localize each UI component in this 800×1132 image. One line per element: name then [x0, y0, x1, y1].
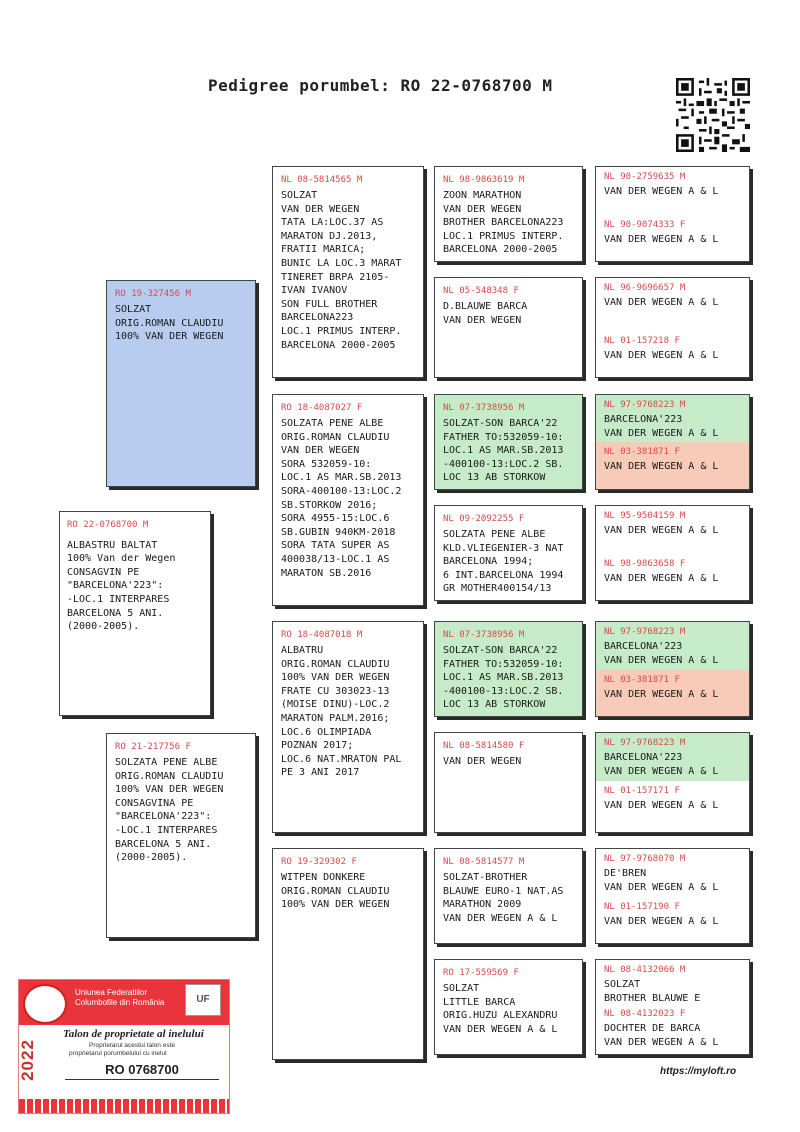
- gen3-description: SOLZAT-SON BARCA'22 FATHER TO:532059-10: LOC.1 AS MAR.SB.2013 -400100-13:LOC.2 SB. LOC 13 AB STORKOW: [443, 418, 564, 484]
- gen4-dam: [596, 1004, 749, 1055]
- gen3-card[interactable]: [434, 394, 583, 490]
- gen4-card[interactable]: [595, 394, 750, 490]
- stub-logo: UF: [185, 984, 221, 1016]
- gen4-dam: [596, 442, 749, 490]
- sire-ring: RO 19-327456 M: [115, 289, 191, 299]
- gen2-description: SOLZATA PENE ALBE ORIG.ROMAN CLAUDIU VAN DER WEGEN SORA 532059-10: LOC.1 AS MAR.SB.2013 SORA-400100-13:LOC.2 SB.STORKOW 2016; SORA 4955-15:LOC.6 SB.GUBIN 940KM-2018 SORA TATA SUPER AS 400038/13-LOC.1 AS MARATON SB.2016: [281, 418, 402, 579]
- gen3-description: SOLZAT LITTLE BARCA ORIG.HUZU ALEXANDRU VAN DER WEGEN A & L: [443, 983, 558, 1035]
- gen4-dam-description: VAN DER WEGEN A & L: [604, 573, 719, 584]
- gen3-card[interactable]: [434, 959, 583, 1055]
- dam-card[interactable]: [106, 733, 256, 938]
- gen4-dam: [596, 897, 749, 944]
- gen2-ring: NL 08-5814565 M: [281, 175, 363, 185]
- gen4-card[interactable]: [595, 959, 750, 1055]
- gen3-description: ZOON MARATHON VAN DER WEGEN BROTHER BARCELONA223 LOC.1 PRIMUS INTERP. BARCELONA 2000-2005: [443, 190, 564, 256]
- gen2-ring: RO 19-329302 F: [281, 857, 357, 867]
- subject-description: ALBASTRU BALTAT 100% Van der Wegen CONSAGVIN PE "BARCELONA'223": -LOC.1 INTERPARES BARCELONA 5 ANI. (2000-2005).: [67, 539, 176, 633]
- gen4-sire-ring: NL 96-9696657 M: [604, 283, 686, 293]
- stub-org-line1: Uniunea Federatiilor: [75, 988, 148, 997]
- gen4-card[interactable]: [595, 505, 750, 601]
- gen3-description: SOLZATA PENE ALBE KLD.VLIEGENIER-3 NAT BARCELONA 1994; 6 INT.BARCELONA 1994 GR MOTHER400154/13: [443, 529, 564, 595]
- subject-card[interactable]: [59, 511, 211, 716]
- gen4-card[interactable]: [595, 732, 750, 833]
- gen4-sire-ring: NL 97-9768223 M: [604, 738, 686, 748]
- gen2-card[interactable]: [272, 166, 424, 378]
- stub-note2: proprietarul porumbelului cu inelul: [69, 1050, 167, 1057]
- gen4-card[interactable]: [595, 621, 750, 717]
- stub-border-pattern: [19, 1099, 229, 1113]
- gen4-dam-ring: NL 98-9863658 F: [604, 559, 686, 569]
- gen2-card[interactable]: [272, 848, 424, 1060]
- gen4-dam-ring: NL 90-9074333 F: [604, 220, 686, 230]
- page-title: Pedigree porumbel: RO 22-0768700 M: [208, 76, 553, 95]
- gen4-sire: [596, 506, 749, 554]
- gen3-card[interactable]: [434, 166, 583, 262]
- gen2-ring: RO 18-4087018 M: [281, 630, 363, 640]
- gen3-description: SOLZAT-BROTHER BLAUWE EURO-1 NAT.AS MARATHON 2009 VAN DER WEGEN A & L: [443, 872, 564, 924]
- qr-code-icon: [676, 78, 750, 152]
- federation-emblem-icon: [23, 984, 67, 1024]
- gen4-dam-description: VAN DER WEGEN A & L: [604, 689, 719, 700]
- gen4-sire-ring: NL 08-4132066 M: [604, 965, 686, 975]
- gen4-sire-ring: NL 97-9768070 M: [604, 854, 686, 864]
- ring-ownership-stub: [18, 979, 230, 1114]
- gen4-dam-ring: NL 03-381871 F: [604, 675, 680, 685]
- dam-description: SOLZATA PENE ALBE ORIG.ROMAN CLAUDIU 100% VAN DER WEGEN CONSAGVINA PE "BARCELONA'223": -LOC.1 INTERPARES BARCELONA 5 ANI. (2000-2005).: [115, 757, 224, 864]
- gen4-dam-ring: NL 01-157171 F: [604, 786, 680, 796]
- gen4-sire-description: DE'BREN VAN DER WEGEN A & L: [604, 868, 719, 893]
- stub-title: Talon de proprietate al inelului: [63, 1028, 204, 1040]
- gen2-description: ALBATRU ORIG.ROMAN CLAUDIU 100% VAN DER WEGEN FRATE CU 303023-13 (MOISE DINU)-LOC.2 MARATON PALM.2016; LOC.6 OLIMPIADA POZNAN 2017; LOC.6 NAT.MRATON PAL PE 3 ANI 2017: [281, 645, 402, 779]
- gen4-dam-ring: NL 01-157218 F: [604, 336, 680, 346]
- gen4-sire: [596, 849, 749, 897]
- gen3-ring: NL 08-5814577 M: [443, 857, 525, 867]
- sire-card[interactable]: [106, 280, 256, 487]
- gen4-dam: [596, 328, 749, 378]
- gen2-card[interactable]: [272, 394, 424, 606]
- gen3-ring: NL 98-9863619 M: [443, 175, 525, 185]
- gen4-card[interactable]: [595, 277, 750, 378]
- gen4-sire-ring: NL 90-2759635 M: [604, 172, 686, 182]
- gen3-ring: NL 05-548348 F: [443, 286, 519, 296]
- gen4-sire-description: VAN DER WEGEN A & L: [604, 186, 719, 197]
- gen4-sire-ring: NL 95-9504159 M: [604, 511, 686, 521]
- gen3-ring: NL 07-3738956 M: [443, 630, 525, 640]
- gen4-sire: [596, 167, 749, 215]
- gen4-sire-description: BARCELONA'223 VAN DER WEGEN A & L: [604, 641, 719, 666]
- gen3-card[interactable]: [434, 505, 583, 601]
- gen4-sire: [596, 960, 749, 1004]
- gen3-card[interactable]: [434, 621, 583, 717]
- gen4-sire-description: SOLZAT BROTHER BLAUWE E: [604, 979, 701, 1004]
- gen2-ring: RO 18-4087027 F: [281, 403, 363, 413]
- gen4-dam-description: VAN DER WEGEN A & L: [604, 800, 719, 811]
- gen3-ring: NL 07-3738956 M: [443, 403, 525, 413]
- stub-note1: Proprietarul acestui talon este: [89, 1042, 175, 1049]
- dam-ring: RO 21-217756 F: [115, 742, 191, 752]
- gen4-dam: [596, 215, 749, 262]
- gen4-dam-description: DOCHTER DE BARCA VAN DER WEGEN A & L: [604, 1023, 719, 1048]
- gen4-sire-ring: NL 97-9768223 M: [604, 627, 686, 637]
- gen3-description: VAN DER WEGEN: [443, 756, 522, 767]
- gen3-card[interactable]: [434, 277, 583, 378]
- gen4-dam-description: VAN DER WEGEN A & L: [604, 234, 719, 245]
- gen4-dam: [596, 781, 749, 833]
- stub-ring-number: RO 0768700: [65, 1061, 219, 1080]
- gen4-sire-description: VAN DER WEGEN A & L: [604, 525, 719, 536]
- gen2-description: WITPEN DONKERE ORIG.ROMAN CLAUDIU 100% VAN DER WEGEN: [281, 872, 390, 911]
- gen4-dam-description: VAN DER WEGEN A & L: [604, 350, 719, 361]
- gen4-sire-ring: NL 97-9768223 M: [604, 400, 686, 410]
- gen4-card[interactable]: [595, 166, 750, 262]
- gen4-dam-ring: NL 08-4132023 F: [604, 1009, 686, 1019]
- gen3-description: D.BLAUWE BARCA VAN DER WEGEN: [443, 301, 528, 326]
- gen3-description: SOLZAT-SON BARCA'22 FATHER TO:532059-10: LOC.1 AS MAR.SB.2013 -400100-13:LOC.2 SB. LOC 13 AB STORKOW: [443, 645, 564, 711]
- gen2-card[interactable]: [272, 621, 424, 833]
- gen4-sire: [596, 733, 749, 781]
- gen3-card[interactable]: [434, 732, 583, 833]
- gen4-sire: [596, 622, 749, 670]
- gen3-card[interactable]: [434, 848, 583, 944]
- gen3-ring: NL 09-2092255 F: [443, 514, 525, 524]
- gen4-dam: [596, 554, 749, 601]
- gen4-dam: [596, 670, 749, 717]
- sire-description: SOLZAT ORIG.ROMAN CLAUDIU 100% VAN DER WEGEN: [115, 304, 224, 343]
- gen4-dam-description: VAN DER WEGEN A & L: [604, 916, 719, 927]
- gen4-sire: [596, 278, 749, 328]
- gen3-ring: NL 08-5814580 F: [443, 741, 525, 751]
- gen4-dam-description: VAN DER WEGEN A & L: [604, 461, 719, 472]
- gen4-dam-ring: NL 03-381871 F: [604, 447, 680, 457]
- stub-org-line2: Columbofile din România: [75, 998, 165, 1007]
- stub-year: 2022: [17, 1039, 37, 1081]
- gen4-sire: [596, 395, 749, 442]
- subject-ring: RO 22-0768700 M: [67, 520, 149, 530]
- gen4-dam-ring: NL 01-157190 F: [604, 902, 680, 912]
- gen4-card[interactable]: [595, 848, 750, 944]
- gen3-ring: RO 17-559569 F: [443, 968, 519, 978]
- gen4-sire-description: BARCELONA'223 VAN DER WEGEN A & L: [604, 752, 719, 777]
- gen2-description: SOLZAT VAN DER WEGEN TATA LA:LOC.37 AS MARATON DJ.2013, FRATII MARICA; BUNIC LA LOC.3 MARAT TINERET BRPA 2105- IVAN IVANOV SON FULL BROTHER BARCELONA223 LOC.1 PRIMUS INTERP. BARCELONA 2000-2005: [281, 190, 402, 351]
- gen4-sire-description: VAN DER WEGEN A & L: [604, 297, 719, 308]
- gen4-sire-description: BARCELONA'223 VAN DER WEGEN A & L: [604, 414, 719, 439]
- footer-url-link[interactable]: https://myloft.ro: [660, 1066, 737, 1077]
